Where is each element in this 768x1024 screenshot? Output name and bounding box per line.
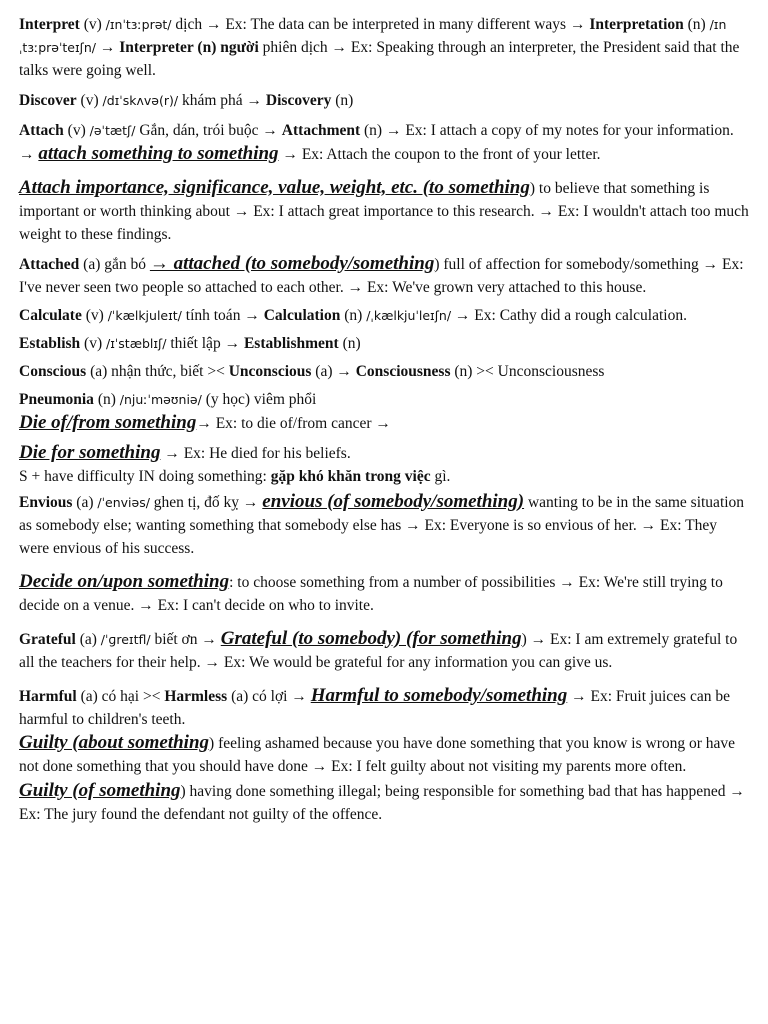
entry-text: (n) → Ex: I attach a copy of my notes for your information. →: [19, 122, 734, 163]
vocab-entry: [19, 388, 750, 411]
entry-text: (v): [63, 122, 90, 139]
headword: Grateful: [19, 631, 76, 648]
entry-text: Gắn, dán, trói buộc →: [135, 122, 282, 139]
headword: gặp khó khăn trong việc: [270, 468, 431, 485]
phrase-heading: Decide on/upon something: [19, 571, 230, 592]
pronunciation: /ˈkælkjuleɪt/: [107, 308, 182, 323]
vocab-entry: [19, 360, 750, 383]
entry-text: → Ex: Cathy did a rough calculation.: [451, 307, 687, 324]
entry-text: (n): [683, 16, 710, 33]
entry-text: dịch → Ex: The data can be interpreted in many different ways →: [171, 16, 590, 33]
entry-text: (a): [72, 494, 98, 511]
headword: Establish: [19, 335, 81, 352]
entry-text: (a): [75, 631, 101, 648]
headword: Attach: [19, 122, 64, 139]
entry-text: ) feeling ashamed because you have done something that you know is wrong or have not done something that you should have done → Ex: I felt guilty about not visiting my parents more often.: [19, 735, 736, 775]
phrase-heading: Die of/from something: [19, 412, 197, 433]
vocab-entry: [19, 119, 750, 166]
vocab-entry: [19, 731, 750, 778]
vocab-entry: [19, 779, 750, 826]
entry-text: (n): [93, 391, 120, 408]
vocab-entry: [19, 304, 750, 327]
headword: Envious: [19, 494, 73, 511]
headword: Establishment: [243, 335, 339, 352]
entry-text: ghen tị, đố kỵ →: [149, 494, 263, 511]
vocab-entry: [19, 684, 750, 731]
headword: Interpret: [19, 16, 80, 33]
vocab-entry: [19, 89, 750, 112]
headword: Discover: [19, 92, 77, 109]
entry-text: (n): [340, 307, 367, 324]
vocab-entry: [19, 490, 750, 560]
entry-text: → Ex: Fruit juices can be harmful to children's teeth.: [19, 688, 730, 728]
entry-text: (a) →: [311, 363, 356, 380]
vocab-entry: [19, 411, 750, 435]
pronunciation: /əˈtætʃ/: [89, 123, 136, 138]
phrase-heading: envious (of somebody/something): [262, 491, 525, 512]
headword: Attached: [19, 256, 80, 273]
vocab-entry: [19, 441, 750, 465]
vocab-entry: [19, 570, 750, 617]
entry-text: (n): [338, 335, 361, 352]
entry-text: ) to believe that something is important or worth thinking about → Ex: I attach great importance to this research. → Ex: I wouldn't attach too much weight to these findings.: [19, 180, 749, 243]
entry-text: ) full of affection for somebody/something → Ex: I've never seen two people so attached to each other. → Ex: We've grown very attached to this house.: [19, 256, 744, 296]
headword: Calculate: [19, 307, 82, 324]
headword: Discovery: [265, 92, 332, 109]
phrase-heading: Die for something: [19, 442, 161, 463]
headword: Unconscious: [228, 363, 312, 380]
vocab-entry: [19, 332, 750, 355]
phrase-heading: → attached (to somebody/something: [149, 253, 435, 274]
pronunciation: /dɪˈskʌvə(r)/: [102, 93, 179, 108]
pronunciation: /ˈɡreɪtfl/: [100, 632, 151, 647]
headword: Conscious: [19, 363, 87, 380]
phrase-heading: Grateful (to somebody) (for something: [220, 628, 522, 649]
vocab-entry: [19, 465, 750, 488]
entry-text: tính toán →: [181, 307, 264, 324]
pronunciation: /ɪˈstæblɪʃ/: [106, 336, 167, 351]
entry-text: biết ơn →: [150, 631, 221, 648]
entry-text: S + have difficulty IN doing something:: [19, 468, 271, 485]
pronunciation: /ˈenviəs/: [97, 495, 150, 510]
vocab-entry: [19, 627, 750, 674]
vocab-entry: [19, 13, 750, 82]
entry-text: ) having done something illegal; being responsible for something bad that has happened → Ex: The jury found the defendant not guilty of the offence.: [19, 783, 745, 823]
phrase-heading: Attach importance, significance, value, weight, etc. (to something: [19, 177, 530, 198]
headword: Calculation: [263, 307, 341, 324]
headword: Consciousness: [355, 363, 451, 380]
pronunciation: /ɪnˌtɜːprəˈteɪʃn/: [19, 17, 727, 55]
entry-text: phiên dịch → Ex: Speaking through an interpreter, the President said that the talks were going well.: [19, 39, 740, 79]
entry-text: (a) gắn bó: [79, 256, 150, 273]
entry-text: → Ex: Attach the coupon to the front of your letter.: [278, 146, 601, 163]
entry-text: (n): [331, 92, 354, 109]
entry-text: ) → Ex: I am extremely grateful to all the teachers for their help. → Ex: We would be grateful for any information you can give us.: [19, 631, 738, 671]
phrase-heading: Guilty (of something: [19, 780, 181, 801]
entry-text: → Ex: He died for his beliefs.: [160, 445, 351, 462]
entry-text: (v): [79, 16, 106, 33]
pronunciation: /ˌkælkjuˈleɪʃn/: [366, 308, 452, 323]
entry-text: : to choose something from a number of possibilities → Ex: We're still trying to decide on a venue. → Ex: I can't decide on who to invite.: [19, 574, 723, 614]
entry-text: (a) có lợi →: [227, 688, 311, 705]
vocab-entry: [19, 252, 750, 299]
entry-text: → Ex: to die of/from cancer →: [196, 415, 391, 432]
headword: Attachment: [281, 122, 361, 139]
entry-text: wanting to be in the same situation as somebody else; wanting something that somebody else has → Ex: Everyone is so envious of her. → Ex: They were envious of his success.: [19, 494, 745, 557]
phrase-heading: Harmful to somebody/something: [310, 685, 568, 706]
headword: Interpretation: [589, 16, 684, 33]
entry-text: (n) >< Unconsciousness: [450, 363, 605, 380]
phrase-heading: Guilty (about something: [19, 732, 210, 753]
entry-text: →: [95, 39, 120, 56]
entry-text: (v): [76, 92, 103, 109]
pronunciation: /njuːˈməʊniə/: [119, 392, 202, 407]
entry-text: (a) có hại ><: [76, 688, 165, 705]
headword: Harmful: [19, 688, 77, 705]
headword: Interpreter (n) người: [119, 39, 259, 56]
headword: Harmless: [164, 688, 228, 705]
vocab-entry: [19, 176, 750, 246]
phrase-heading: attach something to something: [38, 143, 279, 164]
entry-text: gì.: [430, 468, 451, 485]
entry-text: thiết lập →: [166, 335, 244, 352]
entry-text: (a) nhận thức, biết ><: [86, 363, 229, 380]
entry-text: khám phá →: [178, 92, 266, 109]
entry-text: (y học) viêm phổi: [201, 391, 317, 408]
pronunciation: /ɪnˈtɜːprət/: [105, 17, 172, 32]
entry-text: (v): [80, 335, 106, 352]
entry-text: (v): [81, 307, 108, 324]
headword: Pneumonia: [19, 391, 94, 408]
